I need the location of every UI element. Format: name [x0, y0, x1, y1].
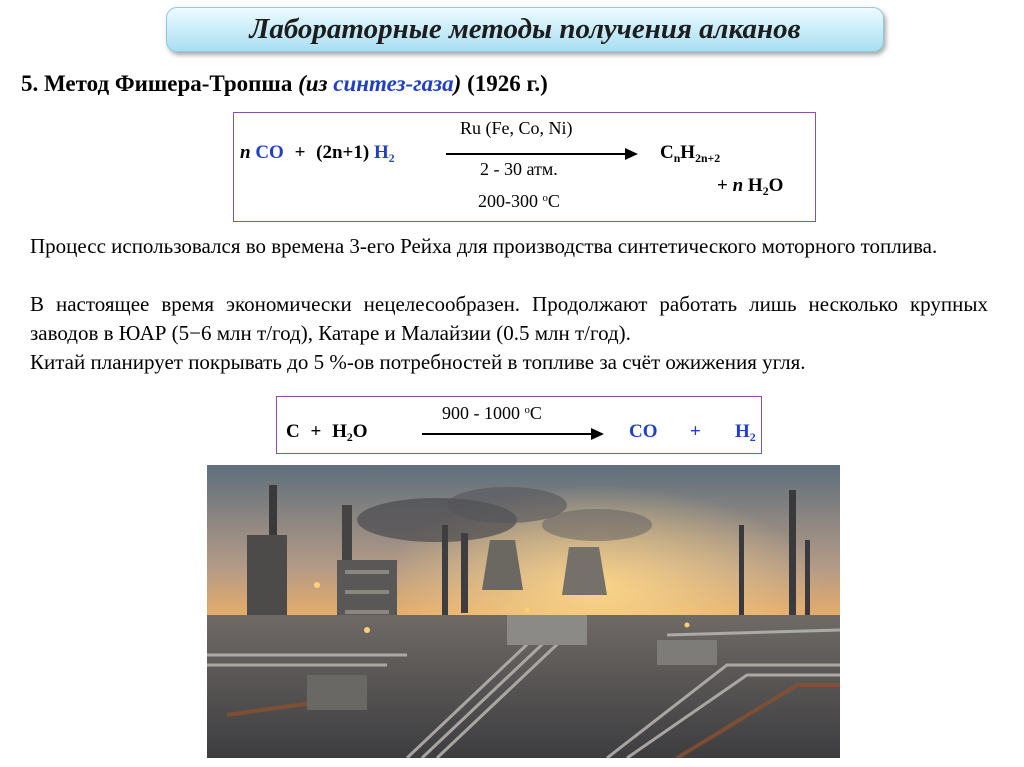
reactants-1	[240, 142, 395, 164]
oil-refinery-sunset-image	[207, 465, 840, 758]
temperature-label-2: 900 - 1000 $^o$C	[442, 403, 542, 423]
formula-h2: $H_2$	[373, 142, 395, 166]
product-alkane: $C_nH_{2n+2}$	[660, 142, 721, 166]
slide-title-banner	[166, 7, 884, 52]
slide-title: Лабораторные методы получения алканов	[249, 13, 801, 45]
heading-syngas: синтез-газа	[333, 71, 454, 96]
reaction-arrow-2	[422, 433, 602, 435]
product-water: + n $H_2O$	[717, 175, 784, 199]
plus-sign: +	[294, 142, 306, 163]
product-co: CO	[629, 421, 658, 442]
coef-n: n	[240, 142, 251, 163]
paragraph-present: В настоящее время экономически нецелесообразен. Продолжают работать лишь несколько крупных заводов в ЮАР (5−6 млн т/год), Катаре и Малайзии (0.5 млн т/год).	[30, 292, 988, 345]
paragraph-history: Процесс использовался во времена 3-его Рейха для производства синтетического моторного топлива.	[30, 234, 938, 258]
formula-co: CO	[255, 142, 284, 163]
heading-method: 5. Метод Фишера-Тропша	[21, 71, 299, 96]
product-h2: $H_2$	[735, 421, 756, 445]
refinery-photo	[207, 465, 840, 758]
heading-year: (1926 г.)	[461, 71, 548, 96]
catalyst-label: Ru (Fe, Co, Ni)	[460, 118, 573, 138]
reactants-2: $C + H_2O$	[286, 421, 368, 445]
paragraph-china: Китай планирует покрывать до 5 %-ов потребностей в топливе за счёт ожижения угля.	[30, 350, 806, 374]
section-heading	[21, 71, 548, 97]
plus-sign-2: +	[690, 421, 701, 442]
heading-paren-open: (из	[298, 71, 334, 96]
heading-paren-close: )	[453, 71, 462, 96]
reaction-box-fischer-tropsch	[233, 112, 816, 222]
reaction-arrow	[446, 153, 636, 155]
reaction-box-syngas	[276, 396, 762, 454]
pressure-label: 2 - 30 атм.	[480, 159, 558, 179]
temperature-label: 200-300 $^o$C	[478, 191, 560, 211]
coef-2n-plus-1: (2n+1)	[316, 142, 370, 163]
